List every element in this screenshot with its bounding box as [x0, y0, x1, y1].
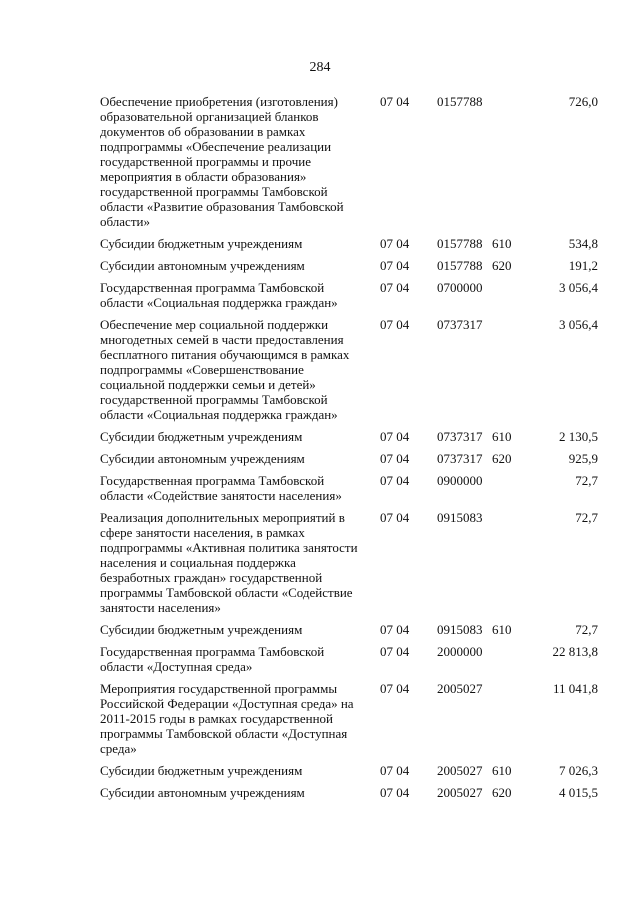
row-target-article: 0157788 [437, 94, 483, 109]
row-expense-type: 610 [492, 236, 512, 251]
row-target-article: 0737317 [437, 317, 483, 332]
table-row [100, 317, 610, 422]
table-row [100, 622, 610, 637]
table-row [100, 785, 610, 800]
row-amount: 11 041,8 [552, 681, 598, 696]
row-target-article: 0915083 [437, 622, 483, 637]
row-section-code: 07 04 [380, 763, 410, 778]
row-expense-type: 620 [492, 785, 512, 800]
row-section-code: 07 04 [380, 429, 410, 444]
table-row [100, 763, 610, 778]
row-amount: 534,8 [568, 236, 598, 251]
row-description: Обеспечение приобретения (изготовления) образовательной организацией бланков документов об образовании в рамках подпрограммы «Обеспечение реализации государственной программы и прочие мероприятия в области образования» государственной программы Тамбовской области «Развитие образования Тамбовской области» [100, 94, 344, 229]
table-row [100, 94, 610, 229]
row-amount: 925,9 [568, 451, 598, 466]
row-expense-type: 610 [492, 763, 512, 778]
table-row [100, 429, 610, 444]
row-description: Субсидии автономным учреждениям [100, 451, 305, 466]
row-description: Субсидии бюджетным учреждениям [100, 429, 303, 444]
row-target-article: 0737317 [437, 451, 483, 466]
row-section-code: 07 04 [380, 94, 410, 109]
row-section-code: 07 04 [380, 236, 410, 251]
row-description: Субсидии бюджетным учреждениям [100, 763, 303, 778]
row-description: Субсидии бюджетным учреждениям [100, 236, 303, 251]
table-row [100, 473, 610, 503]
table-row [100, 236, 610, 251]
row-description: Государственная программа Тамбовской области «Доступная среда» [100, 644, 325, 674]
row-target-article: 0157788 [437, 258, 483, 273]
row-target-article: 0700000 [437, 280, 483, 295]
row-amount: 22 813,8 [552, 644, 598, 659]
row-description: Государственная программа Тамбовской области «Содействие занятости населения» [100, 473, 342, 503]
row-amount: 3 056,4 [559, 280, 598, 295]
row-amount: 191,2 [568, 258, 598, 273]
row-target-article: 0915083 [437, 510, 483, 525]
row-description: Реализация дополнительных мероприятий в сфере занятости населения, в рамках подпрограммы «Активная политика занятости населения и социальная поддержка безработных граждан» государственной программы Тамбовской области «Содействие занятости населения» [100, 510, 358, 615]
row-target-article: 2005027 [437, 785, 483, 800]
page-number: 284 [309, 60, 331, 75]
row-description: Субсидии бюджетным учреждениям [100, 622, 303, 637]
row-section-code: 07 04 [380, 451, 410, 466]
row-section-code: 07 04 [380, 258, 410, 273]
row-amount: 72,7 [575, 473, 598, 488]
row-amount: 2 130,5 [559, 429, 598, 444]
row-description: Обеспечение мер социальной поддержки многодетных семей в части предоставления бесплатного питания обучающимся в рамках подпрограммы «Совершенствование социальной поддержки семьи и детей» государственной программы Тамбовской области «Социальная поддержка граждан» [100, 317, 350, 422]
row-expense-type: 610 [492, 622, 512, 637]
row-target-article: 0737317 [437, 429, 483, 444]
table-row [100, 451, 610, 466]
row-section-code: 07 04 [380, 644, 410, 659]
row-expense-type: 620 [492, 451, 512, 466]
table-row [100, 258, 610, 273]
row-amount: 7 026,3 [559, 763, 598, 778]
row-amount: 3 056,4 [559, 317, 598, 332]
row-section-code: 07 04 [380, 317, 410, 332]
row-amount: 72,7 [575, 510, 598, 525]
row-section-code: 07 04 [380, 510, 410, 525]
row-section-code: 07 04 [380, 473, 410, 488]
row-target-article: 0900000 [437, 473, 483, 488]
row-description: Мероприятия государственной программы Российской Федерации «Доступная среда» на 2011-2015 годы в рамках государственной программы Тамбовской области «Доступная среда» [100, 681, 354, 756]
row-description: Субсидии автономным учреждениям [100, 785, 305, 800]
row-section-code: 07 04 [380, 280, 410, 295]
row-target-article: 2005027 [437, 681, 483, 696]
table-row [100, 681, 610, 756]
row-section-code: 07 04 [380, 681, 410, 696]
row-description: Субсидии автономным учреждениям [100, 258, 305, 273]
table-row [100, 280, 610, 310]
row-target-article: 2005027 [437, 763, 483, 778]
budget-table [100, 94, 610, 807]
row-expense-type: 610 [492, 429, 512, 444]
row-target-article: 2000000 [437, 644, 483, 659]
row-section-code: 07 04 [380, 785, 410, 800]
row-amount: 72,7 [575, 622, 598, 637]
row-description: Государственная программа Тамбовской области «Социальная поддержка граждан» [100, 280, 338, 310]
row-expense-type: 620 [492, 258, 512, 273]
row-target-article: 0157788 [437, 236, 483, 251]
table-row [100, 510, 610, 615]
row-amount: 4 015,5 [559, 785, 598, 800]
row-section-code: 07 04 [380, 622, 410, 637]
row-amount: 726,0 [568, 94, 598, 109]
table-row [100, 644, 610, 674]
